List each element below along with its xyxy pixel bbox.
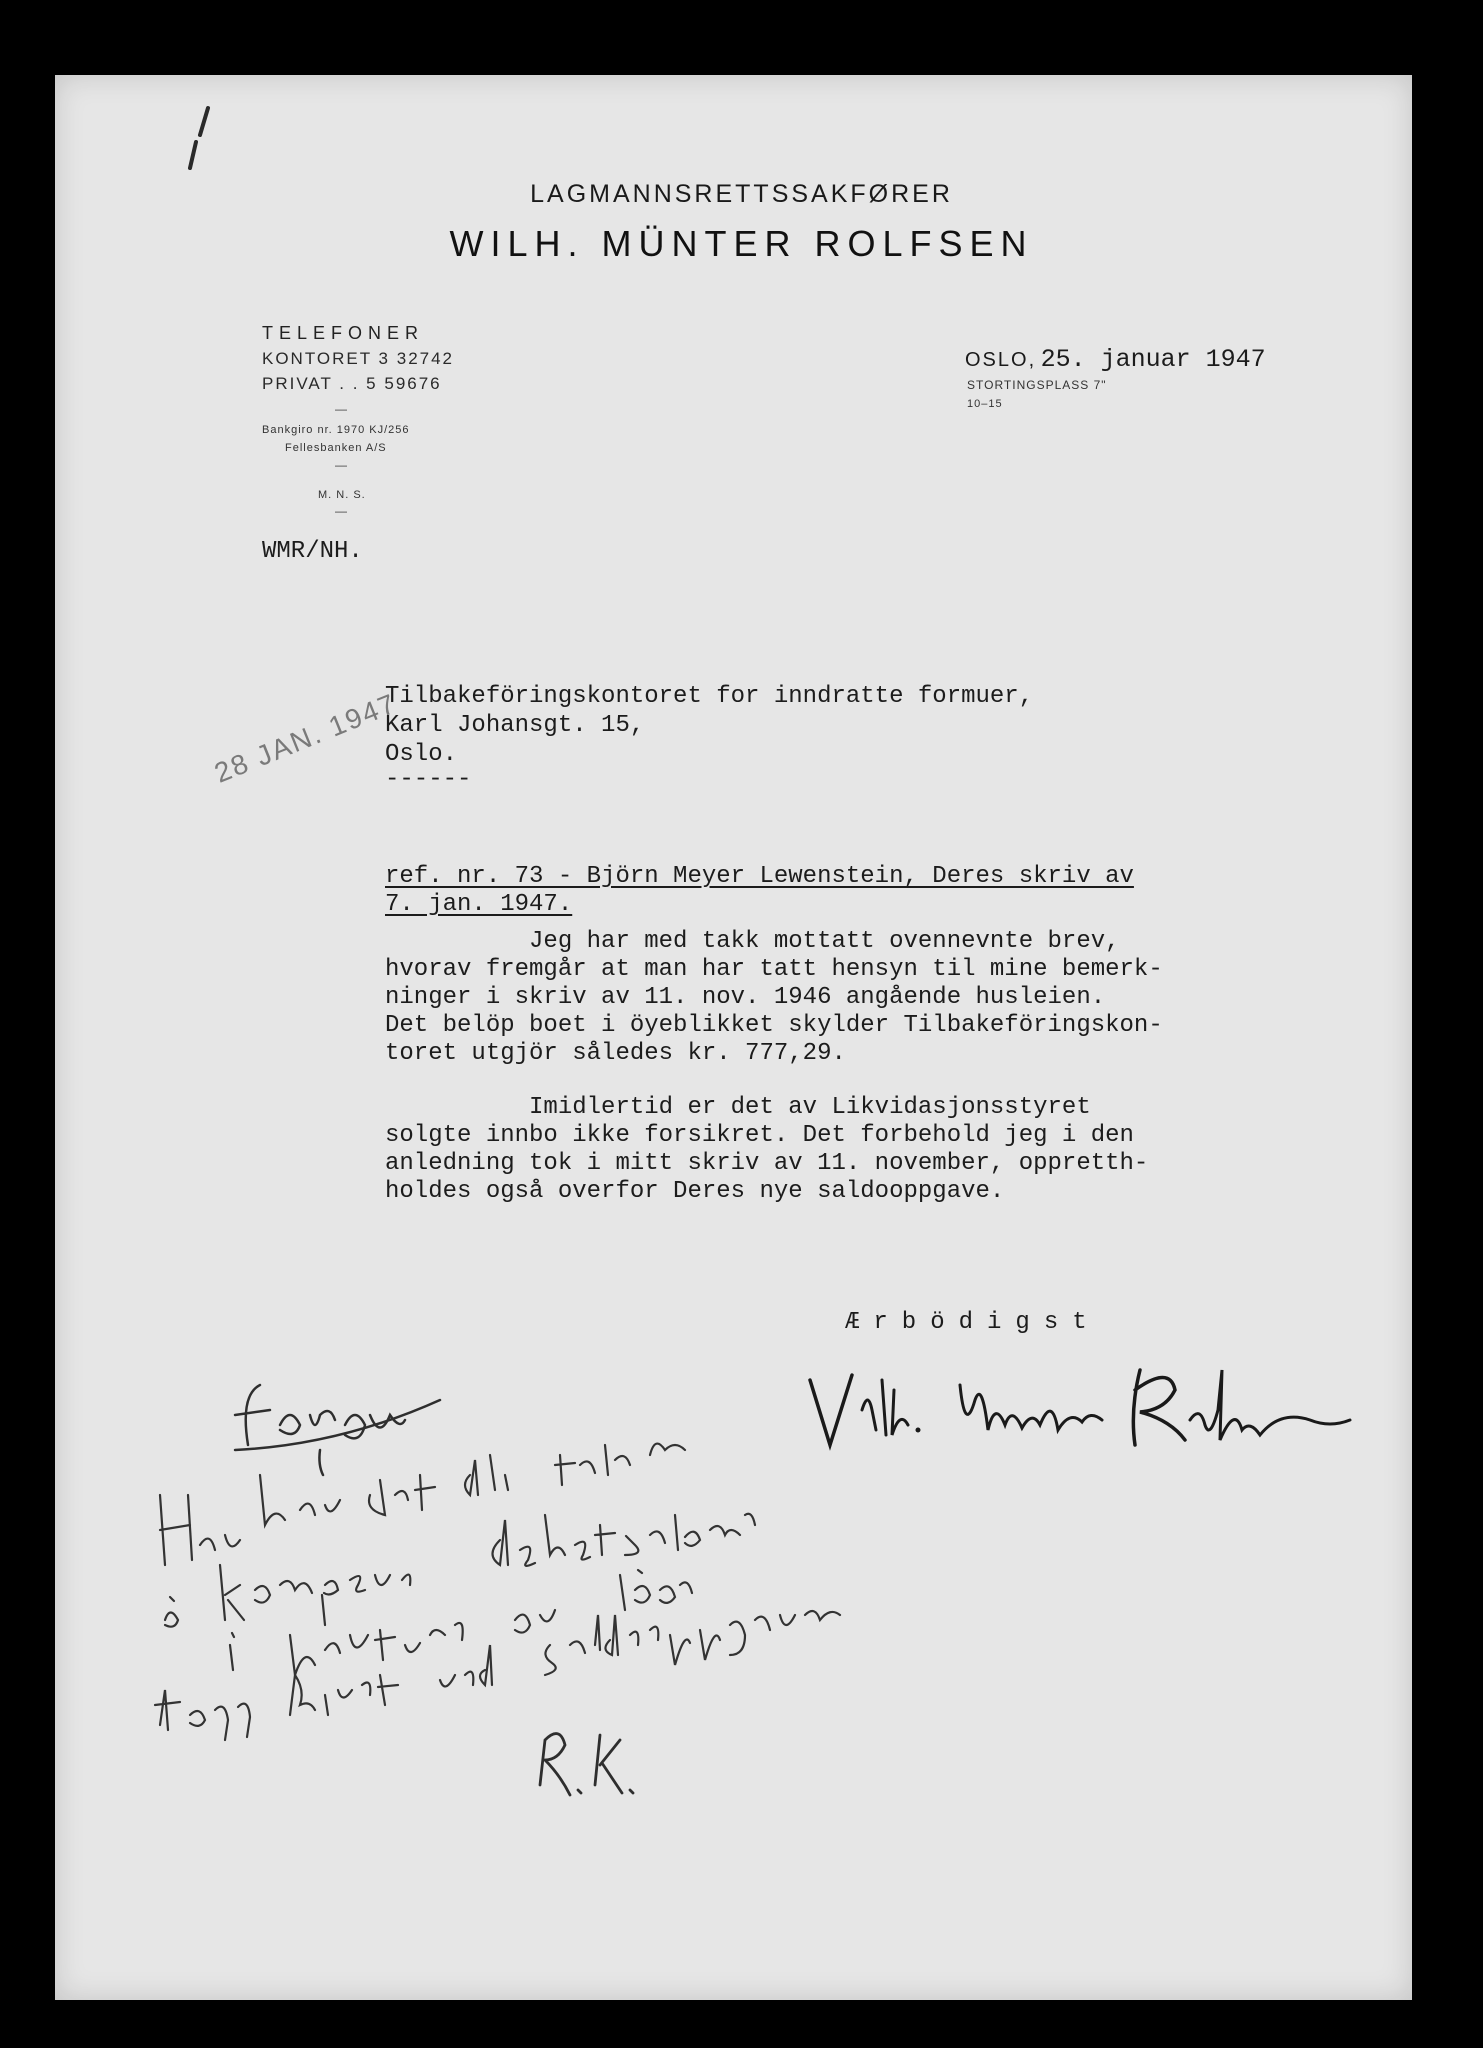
place-date bbox=[965, 345, 1266, 374]
body-line: Imidlertid er det av Likvidasjonsstyret bbox=[385, 1094, 1091, 1121]
closing: Ærbödigst bbox=[845, 1309, 1101, 1336]
office-hours: 10–15 bbox=[967, 398, 1003, 410]
divider: — bbox=[335, 458, 347, 472]
letterhead-name: WILH. MÜNTER ROLFSEN bbox=[449, 223, 1034, 264]
body-line: solgte innbo ikke forsikret. Det forbehold jeg i den bbox=[385, 1122, 1134, 1149]
subject-line-1: ref. nr. 73 - Björn Meyer Lewenstein, Deres skriv av bbox=[385, 863, 1134, 890]
body-line: Jeg har med takk mottatt ovennevnte brev, bbox=[385, 928, 1120, 955]
office-address: STORTINGSPLASS 7" bbox=[967, 378, 1107, 392]
body-line: Det belöp boet i öyeblikket skylder Tilbakeföringskon- bbox=[385, 1012, 1163, 1039]
received-date-stamp: 28 JAN. 1947 bbox=[210, 687, 402, 789]
body-line: anledning tok i mitt skriv av 11. november, oppretth- bbox=[385, 1150, 1149, 1177]
private-phone: PRIVAT . . 5 59676 bbox=[262, 374, 442, 393]
body-line: hvorav fremgår at man har tatt hensyn til mine bemerk- bbox=[385, 956, 1163, 983]
bank-name: Fellesbanken A/S bbox=[285, 442, 387, 454]
office-phone: KONTORET 3 32742 bbox=[262, 349, 455, 368]
divider: — bbox=[335, 402, 347, 416]
subject-line-2: 7. jan. 1947. bbox=[385, 891, 573, 918]
divider: — bbox=[335, 504, 347, 518]
place: OSLO, bbox=[965, 349, 1037, 371]
bank-account: Bankgiro nr. 1970 KJ/256 bbox=[262, 424, 410, 436]
body-line: holdes også overfor Deres nye saldooppgave. bbox=[385, 1178, 1005, 1205]
membership-mark: M. N. S. bbox=[318, 489, 366, 501]
recipient-city: Oslo. bbox=[385, 741, 458, 768]
letterhead-title: LAGMANNSRETTSSAKFØRER bbox=[530, 180, 953, 208]
letter-date: 25. januar 1947 bbox=[1040, 345, 1266, 374]
body-line: toret utgjör således kr. 777,29. bbox=[385, 1040, 846, 1067]
recipient-street: Karl Johansgt. 15, bbox=[385, 712, 645, 739]
reference-initials: WMR/NH. bbox=[262, 538, 363, 565]
handwritten-notes-image bbox=[140, 1345, 920, 1815]
recipient-name: Tilbakeföringskontoret for inndratte formuer, bbox=[385, 683, 1034, 710]
recipient-rule: ------ bbox=[385, 766, 472, 793]
pen-mark-icon bbox=[160, 100, 220, 180]
body-line: ninger i skriv av 11. nov. 1946 angående husleien. bbox=[385, 984, 1106, 1011]
telephone-heading: TELEFONER bbox=[262, 323, 425, 343]
